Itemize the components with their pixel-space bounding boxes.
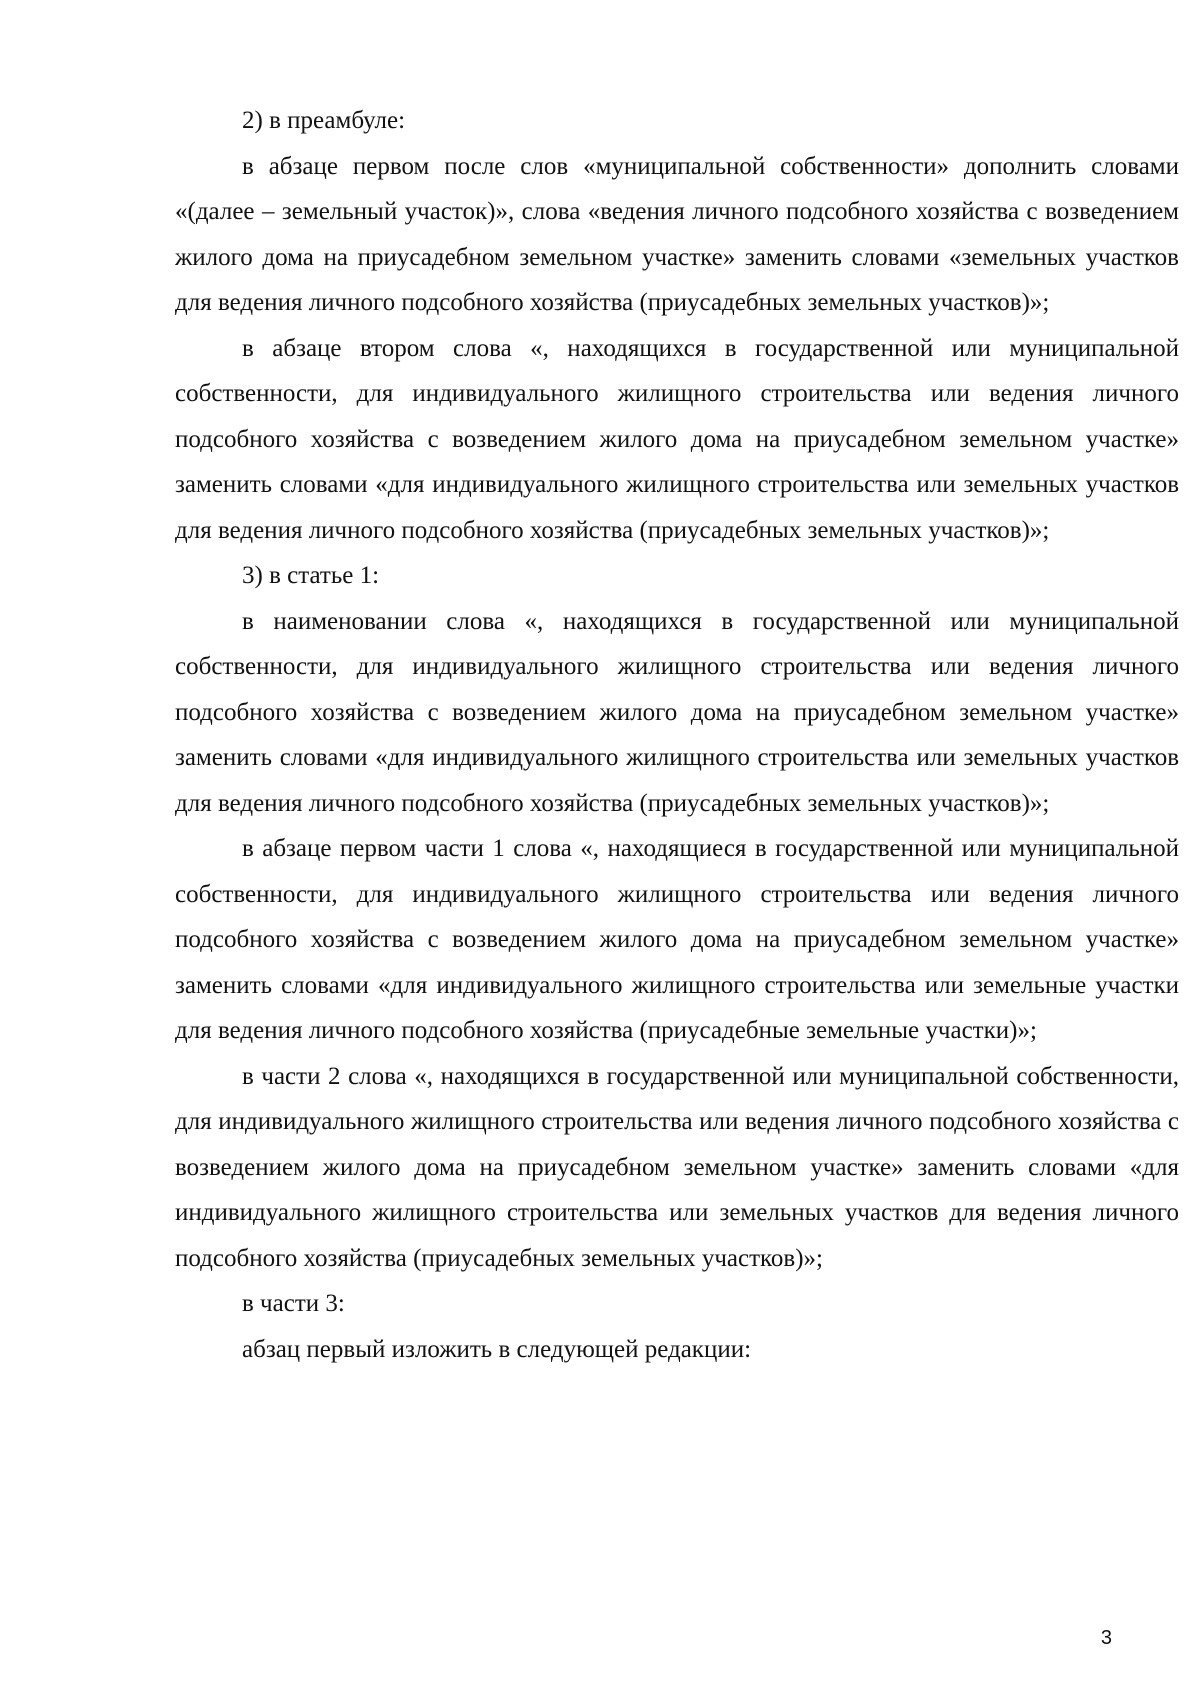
document-body	[175, 98, 1179, 1372]
paragraph-article-part3: в части 3:	[242, 1290, 345, 1317]
page-number: 3	[1100, 1627, 1112, 1649]
paragraph-preamble-heading: 2) в преамбуле:	[242, 107, 406, 134]
paragraph-article-heading: 3) в статье 1:	[242, 562, 380, 589]
paragraph-article-part1: в абзаце первом части 1 слова «, находящиеся в государственной или муниципальной собственности, для индивидуального жилищного строительства или ведения личного подсобного хозяйства с возведением жилого дома на приусадебном земельном участке» заменить словами «для индивидуального жилищного строительства или земельные участки для ведения личного подсобного хозяйства (приусадебные земельные участки)»;	[175, 835, 1179, 1044]
paragraph-article-part2: в части 2 слова «, находящихся в государственной или муниципальной собственности, для индивидуального жилищного строительства или ведения личного подсобного хозяйства с возведением жилого дома на приусадебном земельном участке» заменить словами «для индивидуального жилищного строительства или земельных участков для ведения личного подсобного хозяйства (приусадебных земельных участков)»;	[175, 1062, 1179, 1272]
paragraph-preamble-first: в абзаце первом после слов «муниципальной собственности» дополнить словами «(далее – земельный участок)», слова «ведения личного подсобного хозяйства с возведением жилого дома на приусадебном земельном участке» заменить словами «земельных участков для ведения личного подсобного хозяйства (приусадебных земельных участков)»;	[175, 152, 1179, 316]
paragraph-article-part3-first: абзац первый изложить в следующей редакции:	[242, 1335, 752, 1363]
paragraph-article-title: в наименовании слова «, находящихся в государственной или муниципальной собственности, для индивидуального жилищного строительства или ведения личного подсобного хозяйства с возведением жилого дома на приусадебном земельном участке» заменить словами «для индивидуального жилищного строительства или земельных участков для ведения личного подсобного хозяйства (приусадебных земельных участков)»;	[175, 607, 1179, 817]
paragraph-preamble-second: в абзаце втором слова «, находящихся в государственной или муниципальной собственности, для индивидуального жилищного строительства или ведения личного подсобного хозяйства с возведением жилого дома на приусадебном земельном участке» заменить словами «для индивидуального жилищного строительства или земельных участков для ведения личного подсобного хозяйства (приусадебных земельных участков)»;	[175, 334, 1179, 544]
